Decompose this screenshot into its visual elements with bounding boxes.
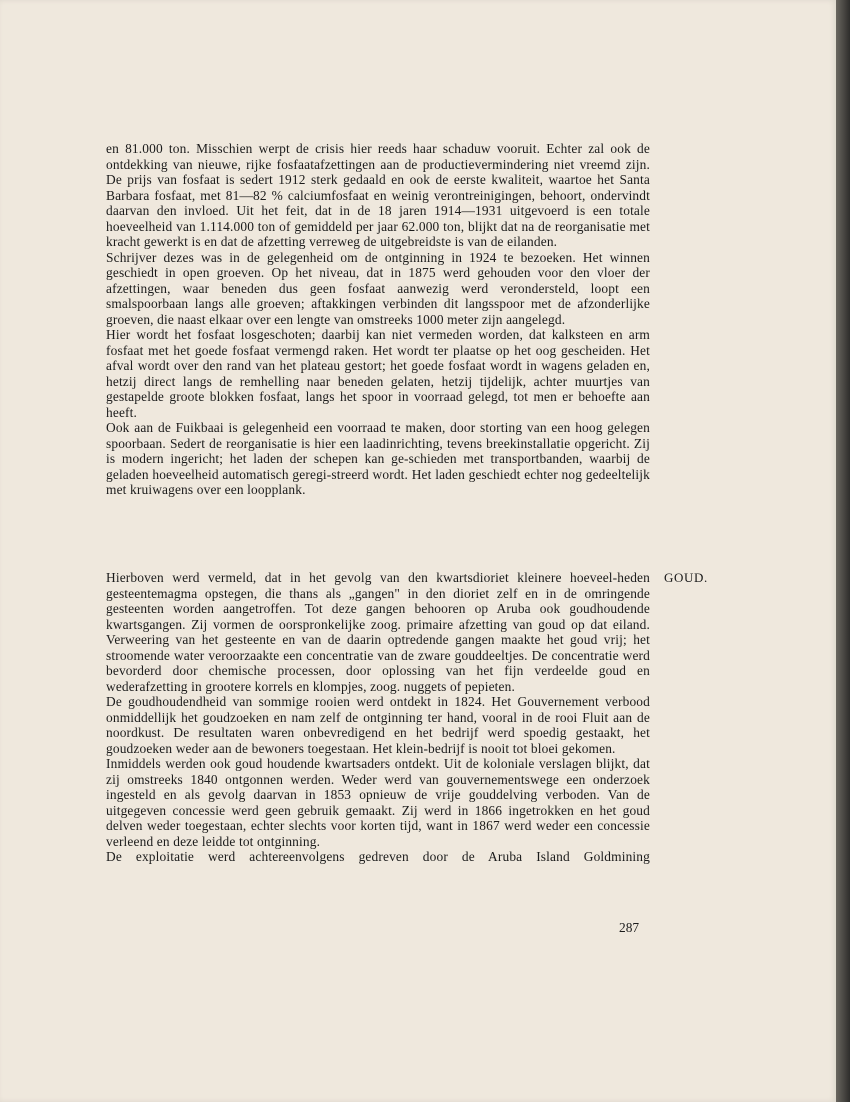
paragraph: Schrijver dezes was in de gelegenheid om de ontginning in 1924 te bezoeken. Het winnen geschiedt in open groeven. Op het niveau, dat in 1875 werd gehouden voor den vloer der afzettingen, waar beneden dus geen fosfaat aanwezig werd verondersteld, loopt een smalspoorbaan langs alle groeven; aftakkingen verbinden dit langsspoor met de afzonderlijke groeven, die naast elkaar over een lengte van omstreeks 1000 meter zijn aangelegd.	[106, 249, 650, 327]
paragraph: Hierboven werd vermeld, dat in het gevolg van den kwartsdioriet kleinere hoeveel-heden gesteentemagma opstegen, die thans als „gangen" in den dioriet zelf en in de omringende gesteenten worden aangetroffen. Tot deze gangen behooren op Aruba ook goudhoudende kwartsgangen. Zij vormen de oorspronkelijke zoog. primaire afzetting van goud op dat eiland. Verweering van het gesteente en van de daarin optredende gangen maakte het goud vrij; het stroomende water veroorzaakte een concentratie van de zware gouddeeltjes. De concentratie werd bevorderd door chemische processen, door oplossing van het fijn verdeelde goud en wederafzetting in grootere korrels en klompjes, zoog. nuggets of pepieten.	[106, 570, 650, 694]
paragraph: De goudhoudendheid van sommige rooien werd ontdekt in 1824. Het Gouvernement verbood onmiddellijk het goudzoeken en nam zelf de ontginning ter hand, vooral in de rooi Fluit aan de noordkust. De resultaten waren onbevredigend en het bedrijf werd spoedig gestaakt, het goudzoeken weder aan de bewoners toegestaan. Het klein-bedrijf is nooit tot bloei gekomen.	[106, 694, 650, 756]
page-number: 287	[619, 920, 640, 935]
paragraph: De exploitatie werd achtereenvolgens gedreven door de Aruba Island Goldmining	[106, 849, 650, 864]
paragraph: Inmiddels werden ook goud houdende kwartsaders ontdekt. Uit de koloniale verslagen blijkt, dat zij omstreeks 1840 ontgonnen werden. Weder werd van gouvernementswege een onderzoek ingesteld en als gevolg daarvan in 1853 opnieuw de vrije gouddelving verboden. Van de uitgegeven concessie werd geen gebruik gemaakt. Zij werd in 1866 ingetrokken en het goud delven weder toegestaan, echter slechts voor korten tijd, want in 1867 werd weder een concessie verleend en deze leidde tot ontginning.	[106, 756, 650, 849]
phosphate-section	[106, 141, 650, 498]
gold-section	[106, 570, 650, 865]
margin-heading-goud: GOUD.	[664, 570, 708, 585]
paragraph: Ook aan de Fuikbaai is gelegenheid een voorraad te maken, door storting van een hoog gelegen spoorbaan. Sedert de reorganisatie is hier een laadinrichting, tevens breekinstallatie opgericht. Zij is modern ingericht; het laden der schepen kan ge-schieden met transportbanden, waarbij de geladen hoeveelheid automatisch geregi-streerd wordt. Het laden geschiedt echter nog gedeeltelijk met kruiwagens over een loopplank.	[106, 420, 650, 497]
paragraph: en 81.000 ton. Misschien werpt de crisis hier reeds haar schaduw vooruit. Echter zal ook de ontdekking van nieuwe, rijke fosfaatafzettingen aan de productievermindering niet vreemd zijn. De prijs van fosfaat is sedert 1912 sterk gedaald en ook de eerste kwaliteit, waartoe het Santa Barbara fosfaat, met 81—82 % calciumfosfaat en weinig verontreinigingen, behoort, ondervindt daarvan den invloed. Uit het feit, dat in de 18 jaren 1914—1931 uitgevoerd is een totale hoeveelheid van 1.114.000 ton of gemiddeld per jaar 62.000 ton, blijkt dat na de reorganisatie met kracht gewerkt is en dat de afzetting verreweg de uitgebreidste is van de eilanden.	[106, 141, 650, 249]
paragraph: Hier wordt het fosfaat losgeschoten; daarbij kan niet vermeden worden, dat kalksteen en arm fosfaat met het goede fosfaat vermengd raken. Het wordt ter plaatse op het oog gescheiden. Het afval wordt over den rand van het plateau gestort; het goede fosfaat wordt in wagens geladen en, hetzij direct langs de remhelling naar beneden gelaten, hetzij tijdelijk, achter muurtjes van gestapelde groote blokken fosfaat, langs het spoor in voorraad gelegd, tot men er behoefte aan heeft.	[106, 327, 650, 420]
page-edge	[836, 0, 850, 1102]
